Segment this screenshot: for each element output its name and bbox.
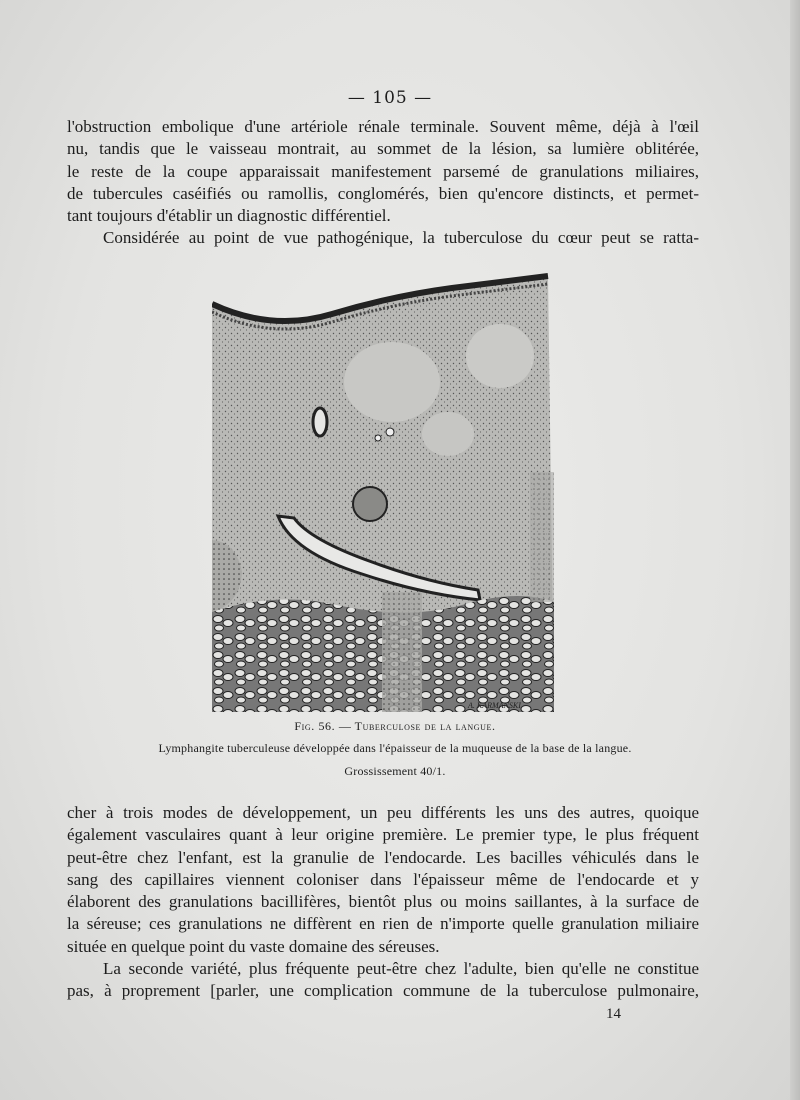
bottom-text-block: [67, 802, 699, 1003]
text-line: pas, à proprement [parler, une complication commune de la tuberculose pulmonaire,: [67, 981, 699, 1001]
top-text-block: [67, 116, 699, 250]
text-line: élaborent des granulations bacillifères, bientôt plus ou moins saillantes, à la surface de: [67, 892, 699, 912]
text-line: La seconde variété, plus fréquente peut-être chez l'adulte, bien qu'elle ne constitue: [103, 959, 699, 979]
tongue-section-illustration: [212, 272, 558, 712]
figure-magnification: Grossissement 40/1.: [344, 764, 446, 778]
follicle: [422, 412, 474, 456]
text-line: le reste de la coupe apparaissait manifestement parsemé de granulations miliaires,: [67, 161, 699, 181]
figure-caption-title: [70, 719, 720, 734]
text-line: Considérée au point de vue pathogénique, la tuberculose du cœur peut se ratta-: [103, 228, 699, 248]
figure-title: Tuberculose de la langue.: [354, 719, 496, 733]
text-line: peut-être chez l'enfant, est la granulie de l'endocarde. Les bacilles véhiculés dans le: [67, 847, 699, 867]
text-line: de tubercules caséifiés ou ramollis, conglomérés, bien qu'encore distincts, et permet-: [67, 183, 699, 203]
text-line: sang des capillaires viennent coloniser dans l'épaisseur même de l'endocarde et y: [67, 869, 699, 889]
text-line: cher à trois modes de développement, un peu différents les uns des autres, quoique: [67, 803, 699, 822]
signature-mark: 14: [606, 1006, 621, 1022]
histology-figure: [212, 272, 558, 712]
page-number: — 105 —: [347, 88, 433, 108]
figure-signature: A. KARMANSKI: [468, 701, 521, 710]
text-line: située en quelque point du vaste domaine des séreuses.: [67, 936, 440, 956]
page-edge-shadow: [790, 0, 800, 1100]
text-line: nu, tandis que le vaisseau montrait, au sommet de la lésion, sa lumière oblitérée,: [67, 139, 699, 159]
text-line: la séreuse; ces granulations ne diffèrent en rien de n'importe quelle granulation miliaire: [67, 914, 699, 934]
text-line: également vasculaires quant à leur origine première. Le premier type, le plus fréquent: [67, 825, 699, 845]
text-line: l'obstruction embolique d'une artériole rénale terminale. Souvent même, déjà à l'œil: [67, 117, 699, 136]
figure-caption-description: Lymphangite tuberculeuse développée dans l'épaisseur de la muqueuse de la base de la langue.: [158, 741, 632, 755]
follicle: [344, 342, 440, 422]
text-line: tant toujours d'établir un diagnostic différentiel.: [67, 206, 391, 226]
follicle: [466, 324, 534, 388]
figure-label: Fig. 56. —: [294, 719, 352, 733]
